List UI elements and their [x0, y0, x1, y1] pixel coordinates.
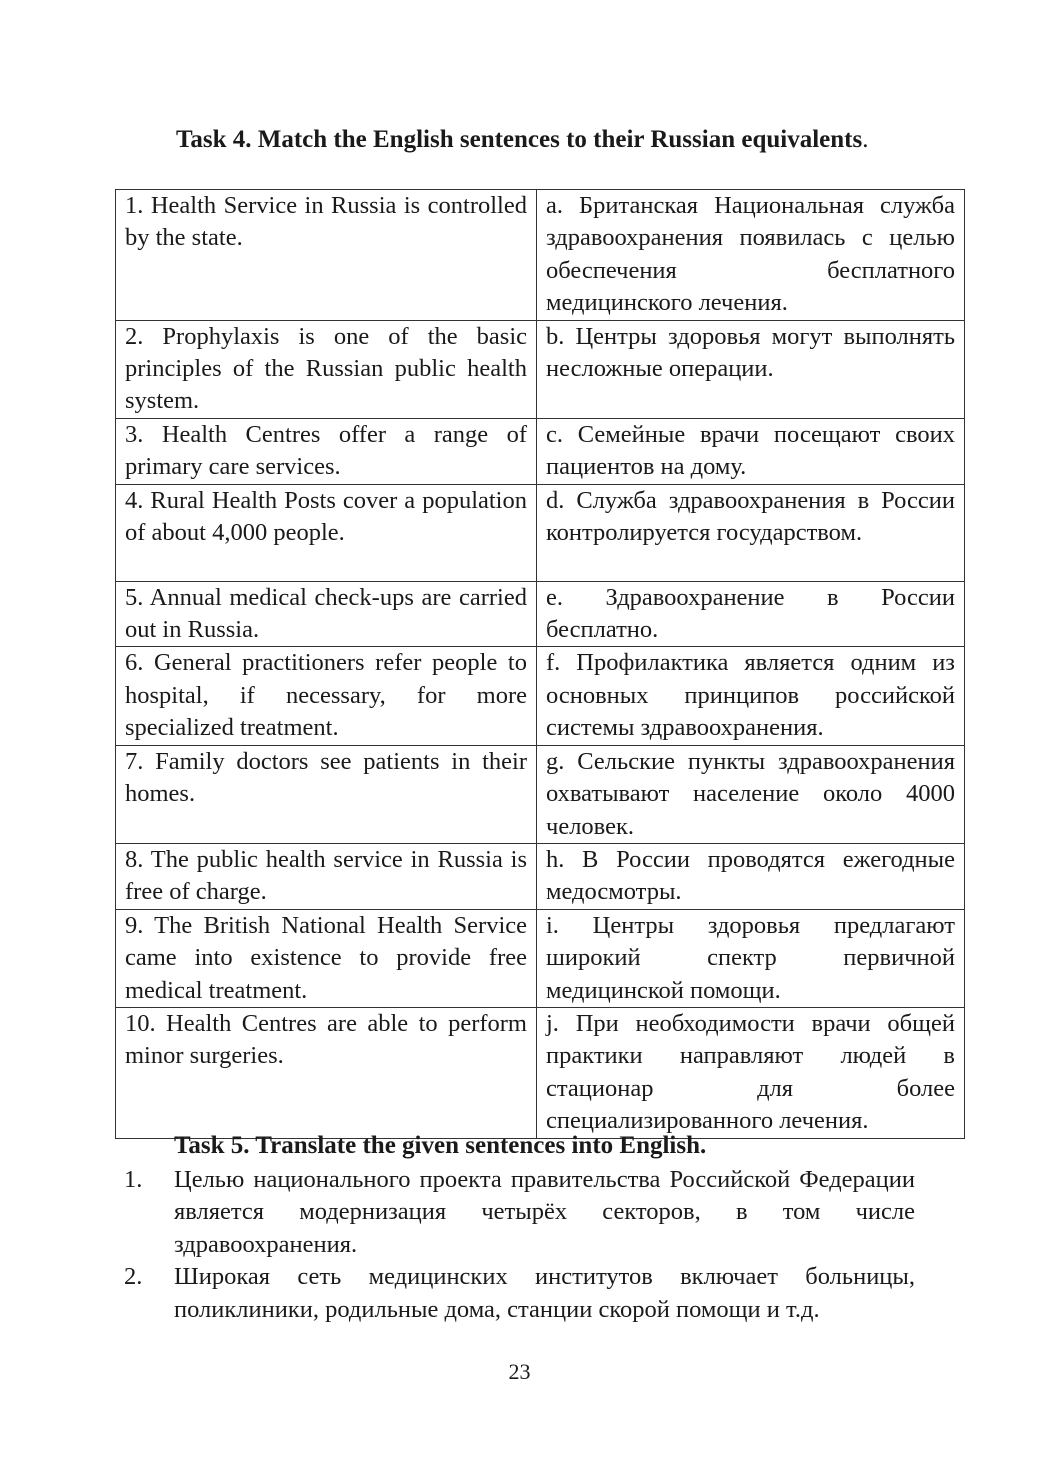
english-sentence: 9. The British National Health Service came into existence to provide free medical treatment.	[116, 909, 537, 1007]
task5-heading: Task 5. Translate the given sentences into English.	[174, 1132, 707, 1159]
english-sentence: 3. Health Centres offer a range of primary care services.	[116, 418, 537, 484]
russian-sentence: c. Семейные врачи посещают своих пациентов на дому.	[537, 418, 965, 484]
english-sentence: 7. Family doctors see patients in their homes.	[116, 745, 537, 843]
list-item-number: 1.	[124, 1166, 143, 1193]
table-row	[116, 1007, 965, 1138]
english-sentence: 8. The public health service in Russia is free of charge.	[116, 843, 537, 909]
english-sentence: 5. Annual medical check-ups are carried out in Russia.	[116, 581, 537, 647]
task4-title: Task 4. Match the English sentences to their Russian equivalents	[176, 126, 863, 153]
table-row	[116, 909, 965, 1007]
matching-table	[115, 189, 965, 1139]
russian-sentence: e. Здравоохранение в России бесплатно.	[537, 581, 965, 647]
table-row	[116, 190, 965, 321]
table-row	[116, 484, 965, 581]
list-item-number: 2.	[124, 1263, 143, 1291]
russian-sentence: f. Профилактика является одним из основных принципов российской системы здравоохранения.	[537, 647, 965, 745]
list-item-text: Широкая сеть медицинских институтов включает больницы, поликлиники, родильные дома, станции скорой помощи и т.д.	[174, 1263, 915, 1323]
page-number: 23	[508, 1359, 531, 1384]
english-sentence: 10. Health Centres are able to perform minor surgeries.	[116, 1007, 537, 1138]
table-row	[116, 418, 965, 484]
russian-sentence: j. При необходимости врачи общей практики направляют людей в стационар для более специализированного лечения.	[537, 1007, 965, 1138]
table-row	[116, 745, 965, 843]
russian-sentence: b. Центры здоровья могут выполнять несложные операции.	[537, 320, 965, 418]
table-row	[116, 647, 965, 745]
task4-title-period: .	[862, 126, 869, 153]
english-sentence: 4. Rural Health Posts cover a population of about 4,000 people.	[116, 484, 537, 581]
english-sentence: 6. General practitioners refer people to hospital, if necessary, for more specialized treatment.	[116, 647, 537, 745]
table-row	[116, 843, 965, 909]
russian-sentence: h. В России проводятся ежегодные медосмотры.	[537, 843, 965, 909]
russian-sentence: g. Сельские пункты здравоохранения охватывают население около 4000 человек.	[537, 745, 965, 843]
russian-sentence: a. Британская Национальная служба здравоохранения появилась с целью обеспечения бесплатного медицинского лечения.	[537, 190, 965, 321]
task4-heading	[124, 124, 915, 156]
list-item	[124, 1164, 915, 1261]
task5-list	[124, 1164, 915, 1326]
russian-sentence: d. Служба здравоохранения в России контролируется государством.	[537, 484, 965, 581]
table-row	[116, 581, 965, 647]
english-sentence: 1. Health Service in Russia is controlled by the state.	[116, 190, 537, 321]
table-row	[116, 320, 965, 418]
russian-sentence: i. Центры здоровья предлагают широкий спектр первичной медицинской помощи.	[537, 909, 965, 1007]
english-sentence: 2. Prophylaxis is one of the basic principles of the Russian public health system.	[116, 320, 537, 418]
list-item-text: Целью национального проекта правительства Российской Федерации является модернизация четырёх секторов, в том числе здравоохранения.	[174, 1166, 915, 1258]
list-item	[124, 1261, 915, 1326]
